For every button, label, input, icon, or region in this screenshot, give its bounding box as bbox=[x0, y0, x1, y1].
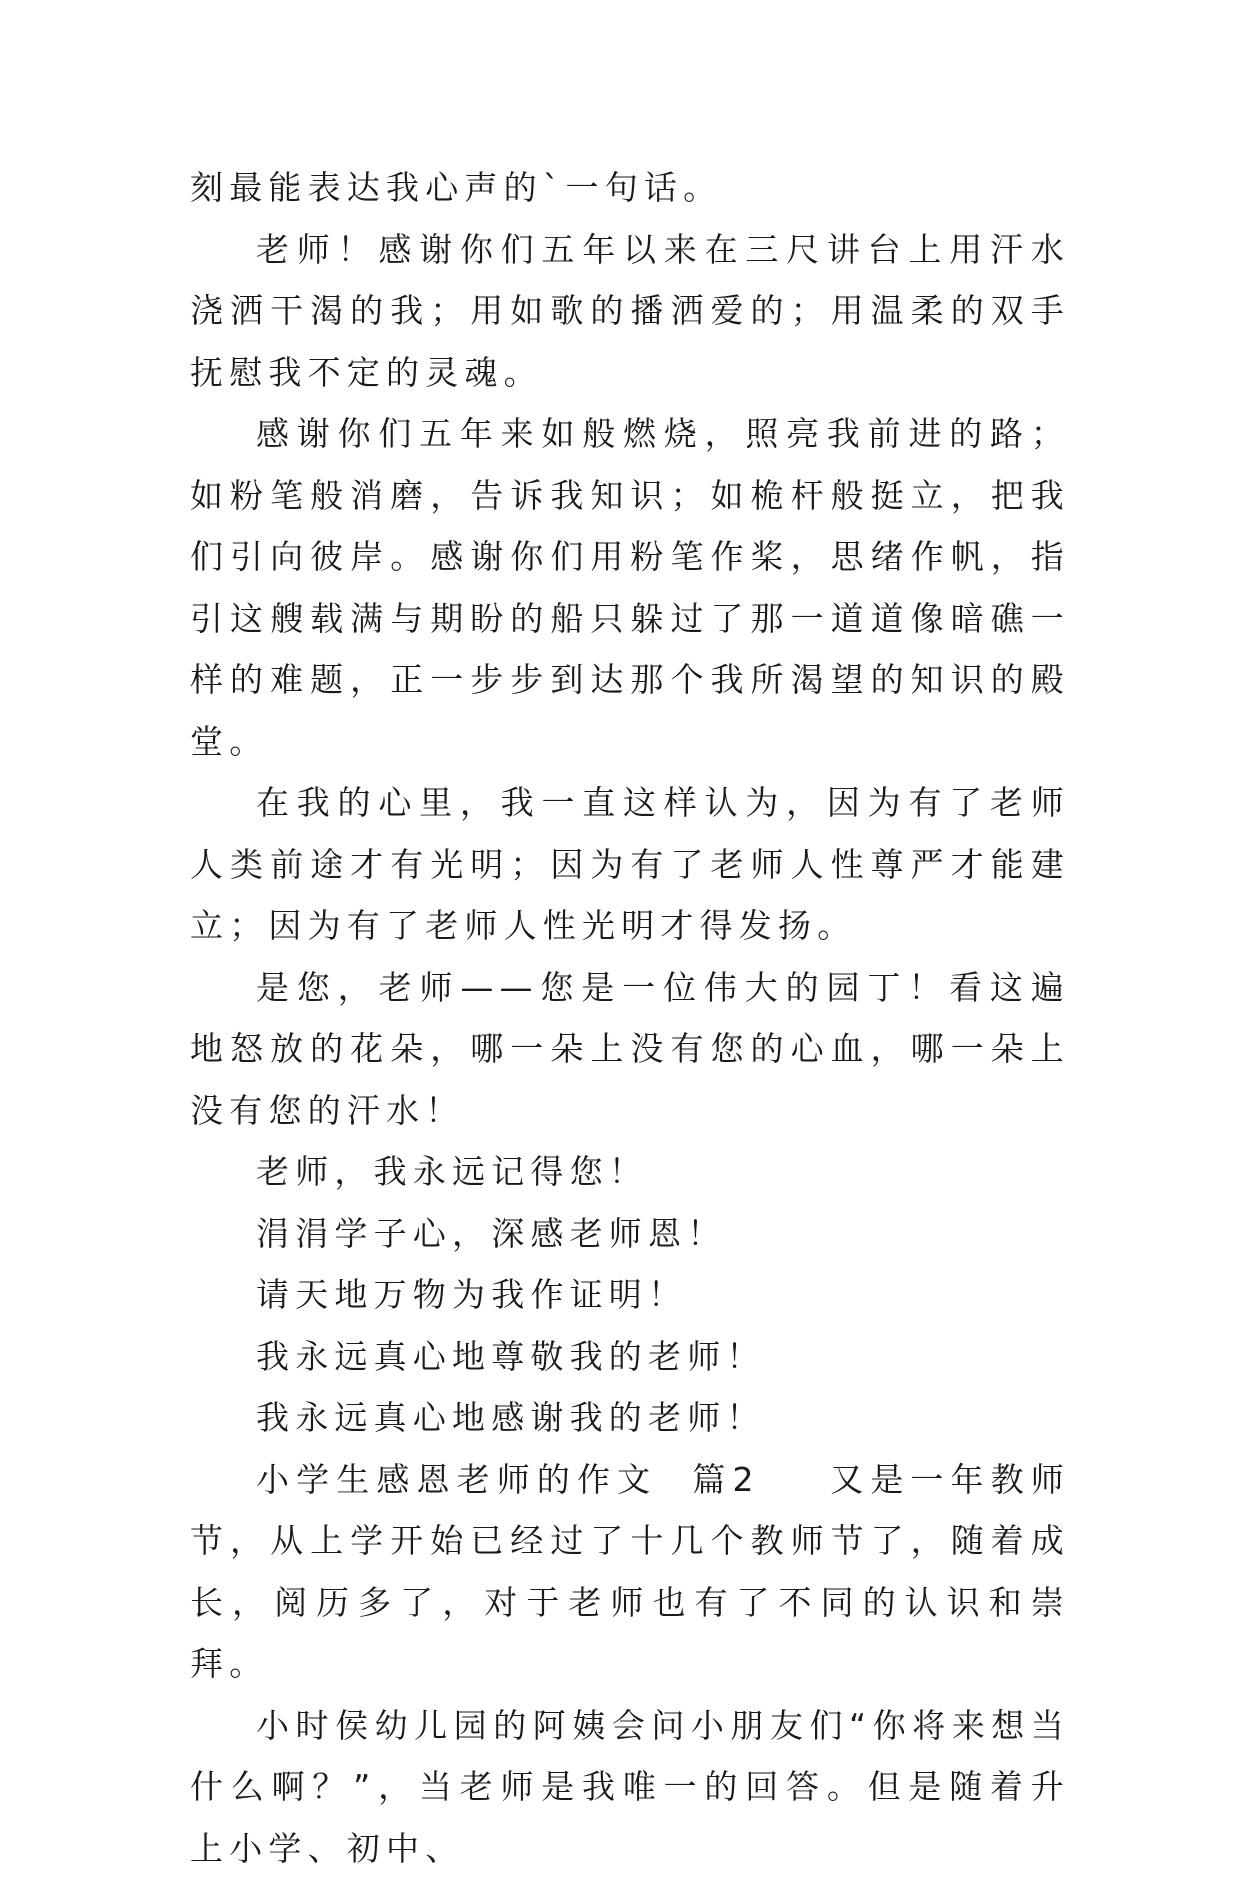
paragraph-4: 在我的心里，我一直这样认为，因为有了老师人类前途才有光明；因为有了老师人性尊严才能建立；因为有了老师人性光明才得发扬。 bbox=[190, 772, 1070, 957]
paragraph-12: 小时侯幼儿园的阿姨会问小朋友们“你将来想当什么啊？”，当老师是我唯一的回答。但是随着升上小学、初中、 bbox=[190, 1695, 1070, 1879]
paragraph-3: 感谢你们五年来如般燃烧，照亮我前进的路；如粉笔般消磨，告诉我知识；如桅杆般挺立，把我们引向彼岸。感谢你们用粉笔作桨，思绪作帆，指引这艘载满与期盼的船只躲过了那一道道像暗礁一样的难题，正一步步到达那个我所渴望的知识的殿堂。 bbox=[190, 403, 1070, 772]
paragraph-11: 小学生感恩老师的作文 篇2 又是一年教师节，从上学开始已经过了十几个教师节了，随着成长，阅历多了，对于老师也有了不同的认识和崇拜。 bbox=[190, 1449, 1070, 1695]
paragraph-8: 请天地万物为我作证明！ bbox=[190, 1264, 1070, 1326]
paragraph-1: 刻最能表达我心声的`一句话。 bbox=[190, 157, 1070, 219]
document-body bbox=[190, 157, 1070, 1879]
paragraph-6: 老师，我永远记得您！ bbox=[190, 1141, 1070, 1203]
paragraph-5: 是您，老师——您是一位伟大的园丁！看这遍地怒放的花朵，哪一朵上没有您的心血，哪一朵上没有您的汗水！ bbox=[190, 957, 1070, 1142]
paragraph-10: 我永远真心地感谢我的老师！ bbox=[190, 1387, 1070, 1449]
paragraph-9: 我永远真心地尊敬我的老师！ bbox=[190, 1326, 1070, 1388]
paragraph-2: 老师！感谢你们五年以来在三尺讲台上用汗水浇洒干渴的我；用如歌的播洒爱的；用温柔的双手抚慰我不定的灵魂。 bbox=[190, 219, 1070, 404]
paragraph-7: 涓涓学子心，深感老师恩！ bbox=[190, 1203, 1070, 1265]
